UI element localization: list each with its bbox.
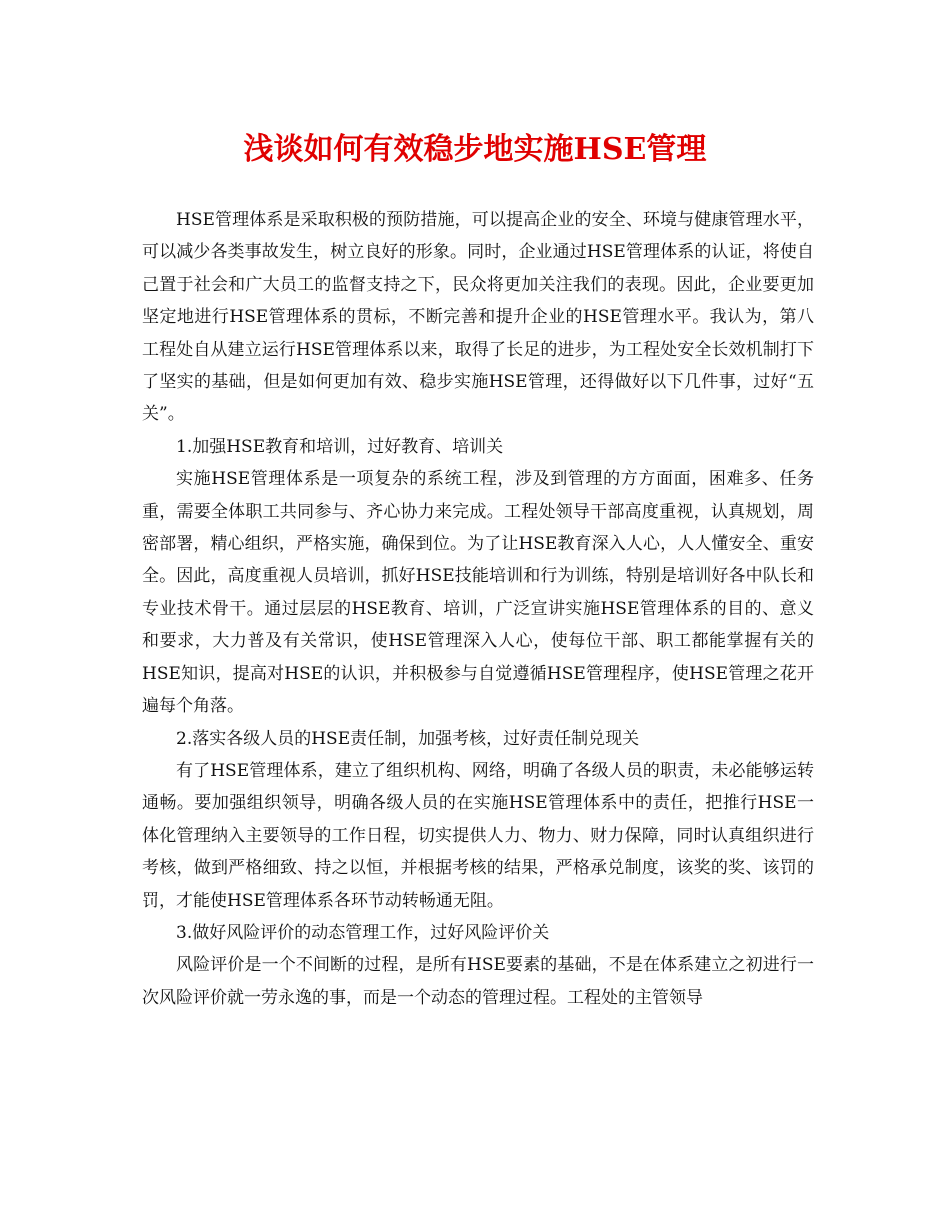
document-body — [142, 204, 814, 1014]
document-title: 浅谈如何有效稳步地实施HSE管理 — [243, 132, 707, 167]
section-heading-3: 3.做好风险评价的动态管理工作，过好风险评价关 — [176, 922, 550, 943]
intro-paragraph: HSE管理体系是采取积极的预防措施，可以提高企业的安全、环境与健康管理水平，可以减少各类事故发生，树立良好的形象。同时，企业通过HSE管理体系的认证，将使自己置于社会和广大员工的监督支持之下，民众将更加关注我们的表现。因此，企业要更加坚定地进行HSE管理体系的贯标，不断完善和提升企业的HSE管理水平。我认为，第八工程处自从建立运行HSE管理体系以来，取得了长足的进步，为工程处安全长效机制打下了坚实的基础，但是如何更加有效、稳步实施HSE管理，还得做好以下几件事，过好“五关”。 — [142, 210, 814, 425]
section-paragraph-2: 有了HSE管理体系，建立了组织机构、网络，明确了各级人员的职责，未必能够运转通畅。要加强组织领导，明确各级人员的在实施HSE管理体系中的责任，把推行HSE一体化管理纳入主要领导的工作日程，切实提供人力、物力、财力保障，同时认真组织进行考核，做到严格细致、持之以恒，并根据考核的结果，严格承兑制度，该奖的奖、该罚的罚，才能使HSE管理体系各环节动转畅通无阻。 — [142, 760, 814, 911]
section-heading-2: 2.落实各级人员的HSE责任制，加强考核，过好责任制兑现关 — [176, 728, 640, 749]
section-paragraph-3: 风险评价是一个不间断的过程，是所有HSE要素的基础，不是在体系建立之初进行一次风险评价就一劳永逸的事，而是一个动态的管理过程。工程处的主管领导 — [142, 955, 814, 1008]
section-paragraph-1: 实施HSE管理体系是一项复杂的系统工程，涉及到管理的方方面面，困难多、任务重，需要全体职工共同参与、齐心协力来完成。工程处领导干部高度重视，认真规划，周密部署，精心组织，严格实施，确保到位。为了让HSE教育深入人心，人人懂安全、重安全。因此，高度重视人员培训，抓好HSE技能培训和行为训练，特别是培训好各中队长和专业技术骨干。通过层层的HSE教育、培训，广泛宣讲实施HSE管理体系的目的、意义和要求，大力普及有关常识，使HSE管理深入人心，使每位干部、职工都能掌握有关的HSE知识，提高对HSE的认识，并积极参与自觉遵循HSE管理程序，使HSE管理之花开遍每个角落。 — [142, 469, 814, 717]
section-heading-1: 1.加强HSE教育和培训，过好教育、培训关 — [176, 436, 504, 457]
